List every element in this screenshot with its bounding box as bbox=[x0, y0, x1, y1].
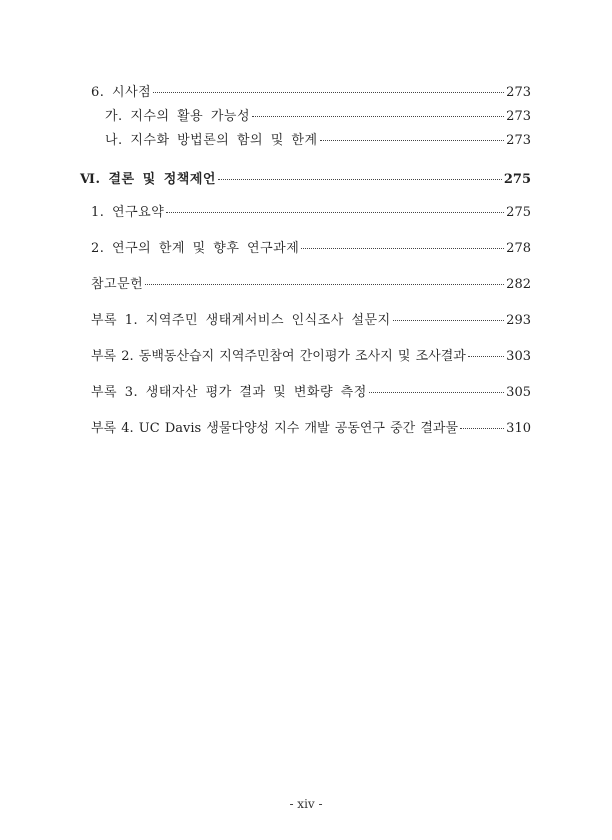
page-number: - xiv - bbox=[289, 797, 323, 811]
dot-leader bbox=[166, 212, 504, 213]
toc-page: 275 bbox=[506, 205, 531, 220]
dot-leader bbox=[153, 92, 504, 93]
toc-entry[interactable] bbox=[91, 349, 531, 365]
dot-leader bbox=[369, 392, 504, 393]
toc-label: 나. 지수화 방법론의 함의 및 한계 bbox=[105, 133, 318, 148]
toc-page: 278 bbox=[506, 241, 531, 256]
toc-page: 293 bbox=[506, 313, 531, 328]
toc-entry[interactable] bbox=[91, 421, 531, 437]
toc-entry[interactable] bbox=[91, 385, 531, 401]
toc-label: 2. 연구의 한계 및 향후 연구과제 bbox=[91, 241, 300, 256]
toc-entry[interactable] bbox=[105, 109, 531, 125]
toc-page: 310 bbox=[506, 421, 531, 436]
toc-page: 303 bbox=[506, 349, 531, 364]
dot-leader bbox=[252, 116, 504, 117]
toc-entry[interactable] bbox=[91, 277, 531, 293]
toc-label: 참고문헌 bbox=[91, 277, 144, 292]
toc-chapter-entry[interactable] bbox=[80, 172, 531, 188]
toc-page: 273 bbox=[506, 85, 531, 100]
toc-label: 1. 연구요약 bbox=[91, 205, 165, 220]
toc-label: 부록 1. 지역주민 생태계서비스 인식조사 설문지 bbox=[91, 313, 391, 328]
toc-page: 273 bbox=[506, 133, 531, 148]
toc-label: 부록 3. 생태자산 평가 결과 및 변화량 측정 bbox=[91, 385, 367, 400]
dot-leader bbox=[468, 356, 504, 357]
dot-leader bbox=[145, 284, 504, 285]
toc-page: 305 bbox=[506, 385, 531, 400]
toc-label: Ⅵ. 결론 및 정책제언 bbox=[80, 172, 216, 187]
toc-entry[interactable] bbox=[91, 205, 531, 221]
toc-entry[interactable] bbox=[105, 133, 531, 149]
toc-entry[interactable] bbox=[91, 85, 531, 101]
toc-entry[interactable] bbox=[91, 241, 531, 257]
dot-leader bbox=[460, 428, 504, 429]
dot-leader bbox=[393, 320, 505, 321]
toc-label: 부록 2. 동백동산습지 지역주민참여 간이평가 조사지 및 조사결과 bbox=[91, 349, 466, 364]
toc-label: 부록 4. UC Davis 생물다양성 지수 개발 공동연구 중간 결과물 bbox=[91, 421, 459, 436]
toc-page: 273 bbox=[506, 109, 531, 124]
toc-page: 275 bbox=[503, 172, 531, 187]
toc-page: 282 bbox=[506, 277, 531, 292]
toc-entry[interactable] bbox=[91, 313, 531, 329]
dot-leader bbox=[320, 140, 505, 141]
toc-label: 가. 지수의 활용 가능성 bbox=[105, 109, 251, 124]
dot-leader bbox=[301, 248, 504, 249]
dot-leader bbox=[218, 179, 502, 180]
toc-label: 6. 시사점 bbox=[91, 85, 152, 100]
